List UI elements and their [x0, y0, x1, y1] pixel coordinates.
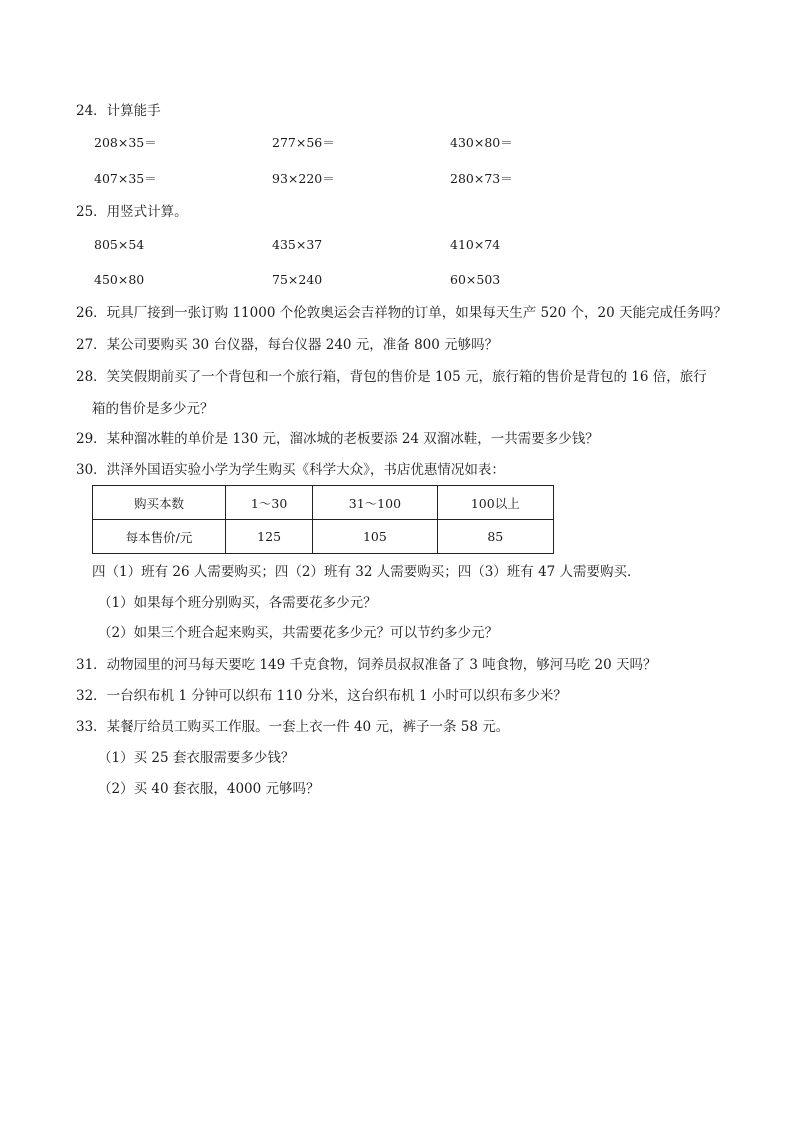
q24-expr-3: 430×80＝ — [450, 135, 513, 150]
question-30-title: 30．洪泽外国语实验小学为学生购买《科学大众》，书店优惠情况如表： — [76, 462, 505, 478]
table-cell: 购买本数 — [93, 486, 226, 520]
question-29: 29．某种溜冰鞋的单价是 130 元，溜冰城的老板要添 24 双溜冰鞋，一共需要多少钱？ — [76, 431, 599, 447]
table-cell: 125 — [226, 520, 313, 554]
price-table-header-row — [93, 486, 554, 520]
q24-expr-6: 280×73＝ — [450, 171, 513, 186]
table-cell: 85 — [437, 520, 553, 554]
price-table-row — [93, 520, 554, 554]
question-24-title: 24．计算能手 — [76, 103, 161, 119]
q24-expr-2: 277×56＝ — [272, 135, 335, 150]
q25-expr-6: 60×503 — [450, 272, 501, 287]
question-33-sub-2: （2）买 40 套衣服，4000 元够吗？ — [98, 781, 320, 797]
q24-expr-5: 93×220＝ — [272, 171, 335, 186]
question-28-line-1: 28．笑笑假期前买了一个背包和一个旅行箱，背包的售价是 105 元，旅行箱的售价是背包的 16 倍，旅行 — [76, 369, 707, 385]
question-32: 32．一台织布机 1 分钟可以织布 110 分米，这台织布机 1 小时可以织布多少米？ — [76, 688, 567, 704]
question-26: 26．玩具厂接到一张订购 11000 个伦敦奥运会吉祥物的订单，如果每天生产 520 个，20 天能完成任务吗？ — [76, 305, 728, 321]
q25-expr-2: 435×37 — [272, 237, 323, 252]
table-cell: 每本售价/元 — [93, 520, 226, 554]
question-33-sub-1: （1）买 25 套衣服需要多少钱？ — [98, 750, 295, 766]
question-30-sub-1: （1）如果每个班分别购买，各需要花多少元？ — [98, 595, 377, 611]
price-table — [92, 485, 554, 554]
q25-expr-1: 805×54 — [94, 237, 145, 252]
table-cell: 1～30 — [226, 486, 313, 520]
question-30-note: 四（1）班有 26 人需要购买；四（2）班有 32 人需要购买；四（3）班有 47 人需要购买． — [92, 564, 641, 580]
question-27: 27．某公司要购买 30 台仪器，每台仪器 240 元，准备 800 元够吗？ — [76, 337, 499, 353]
q24-expr-1: 208×35＝ — [94, 135, 157, 150]
question-25-title: 25．用竖式计算。 — [76, 204, 188, 220]
question-31: 31．动物园里的河马每天要吃 149 千克食物，饲养员叔叔准备了 3 吨食物，够河马吃 20 天吗？ — [76, 657, 657, 673]
q25-expr-5: 75×240 — [272, 272, 323, 287]
question-28-line-2: 箱的售价是多少元？ — [92, 401, 214, 417]
q24-expr-4: 407×35＝ — [94, 171, 157, 186]
table-cell: 105 — [313, 520, 437, 554]
q25-expr-4: 450×80 — [94, 272, 145, 287]
question-30-sub-2: （2）如果三个班合起来购买，共需要花多少元？可以节约多少元？ — [98, 625, 499, 641]
q25-expr-3: 410×74 — [450, 237, 501, 252]
question-33-title: 33．某餐厅给员工购买工作服。一套上衣一件 40 元，裤子一条 58 元。 — [76, 719, 510, 735]
table-cell: 100以上 — [437, 486, 553, 520]
table-cell: 31～100 — [313, 486, 437, 520]
